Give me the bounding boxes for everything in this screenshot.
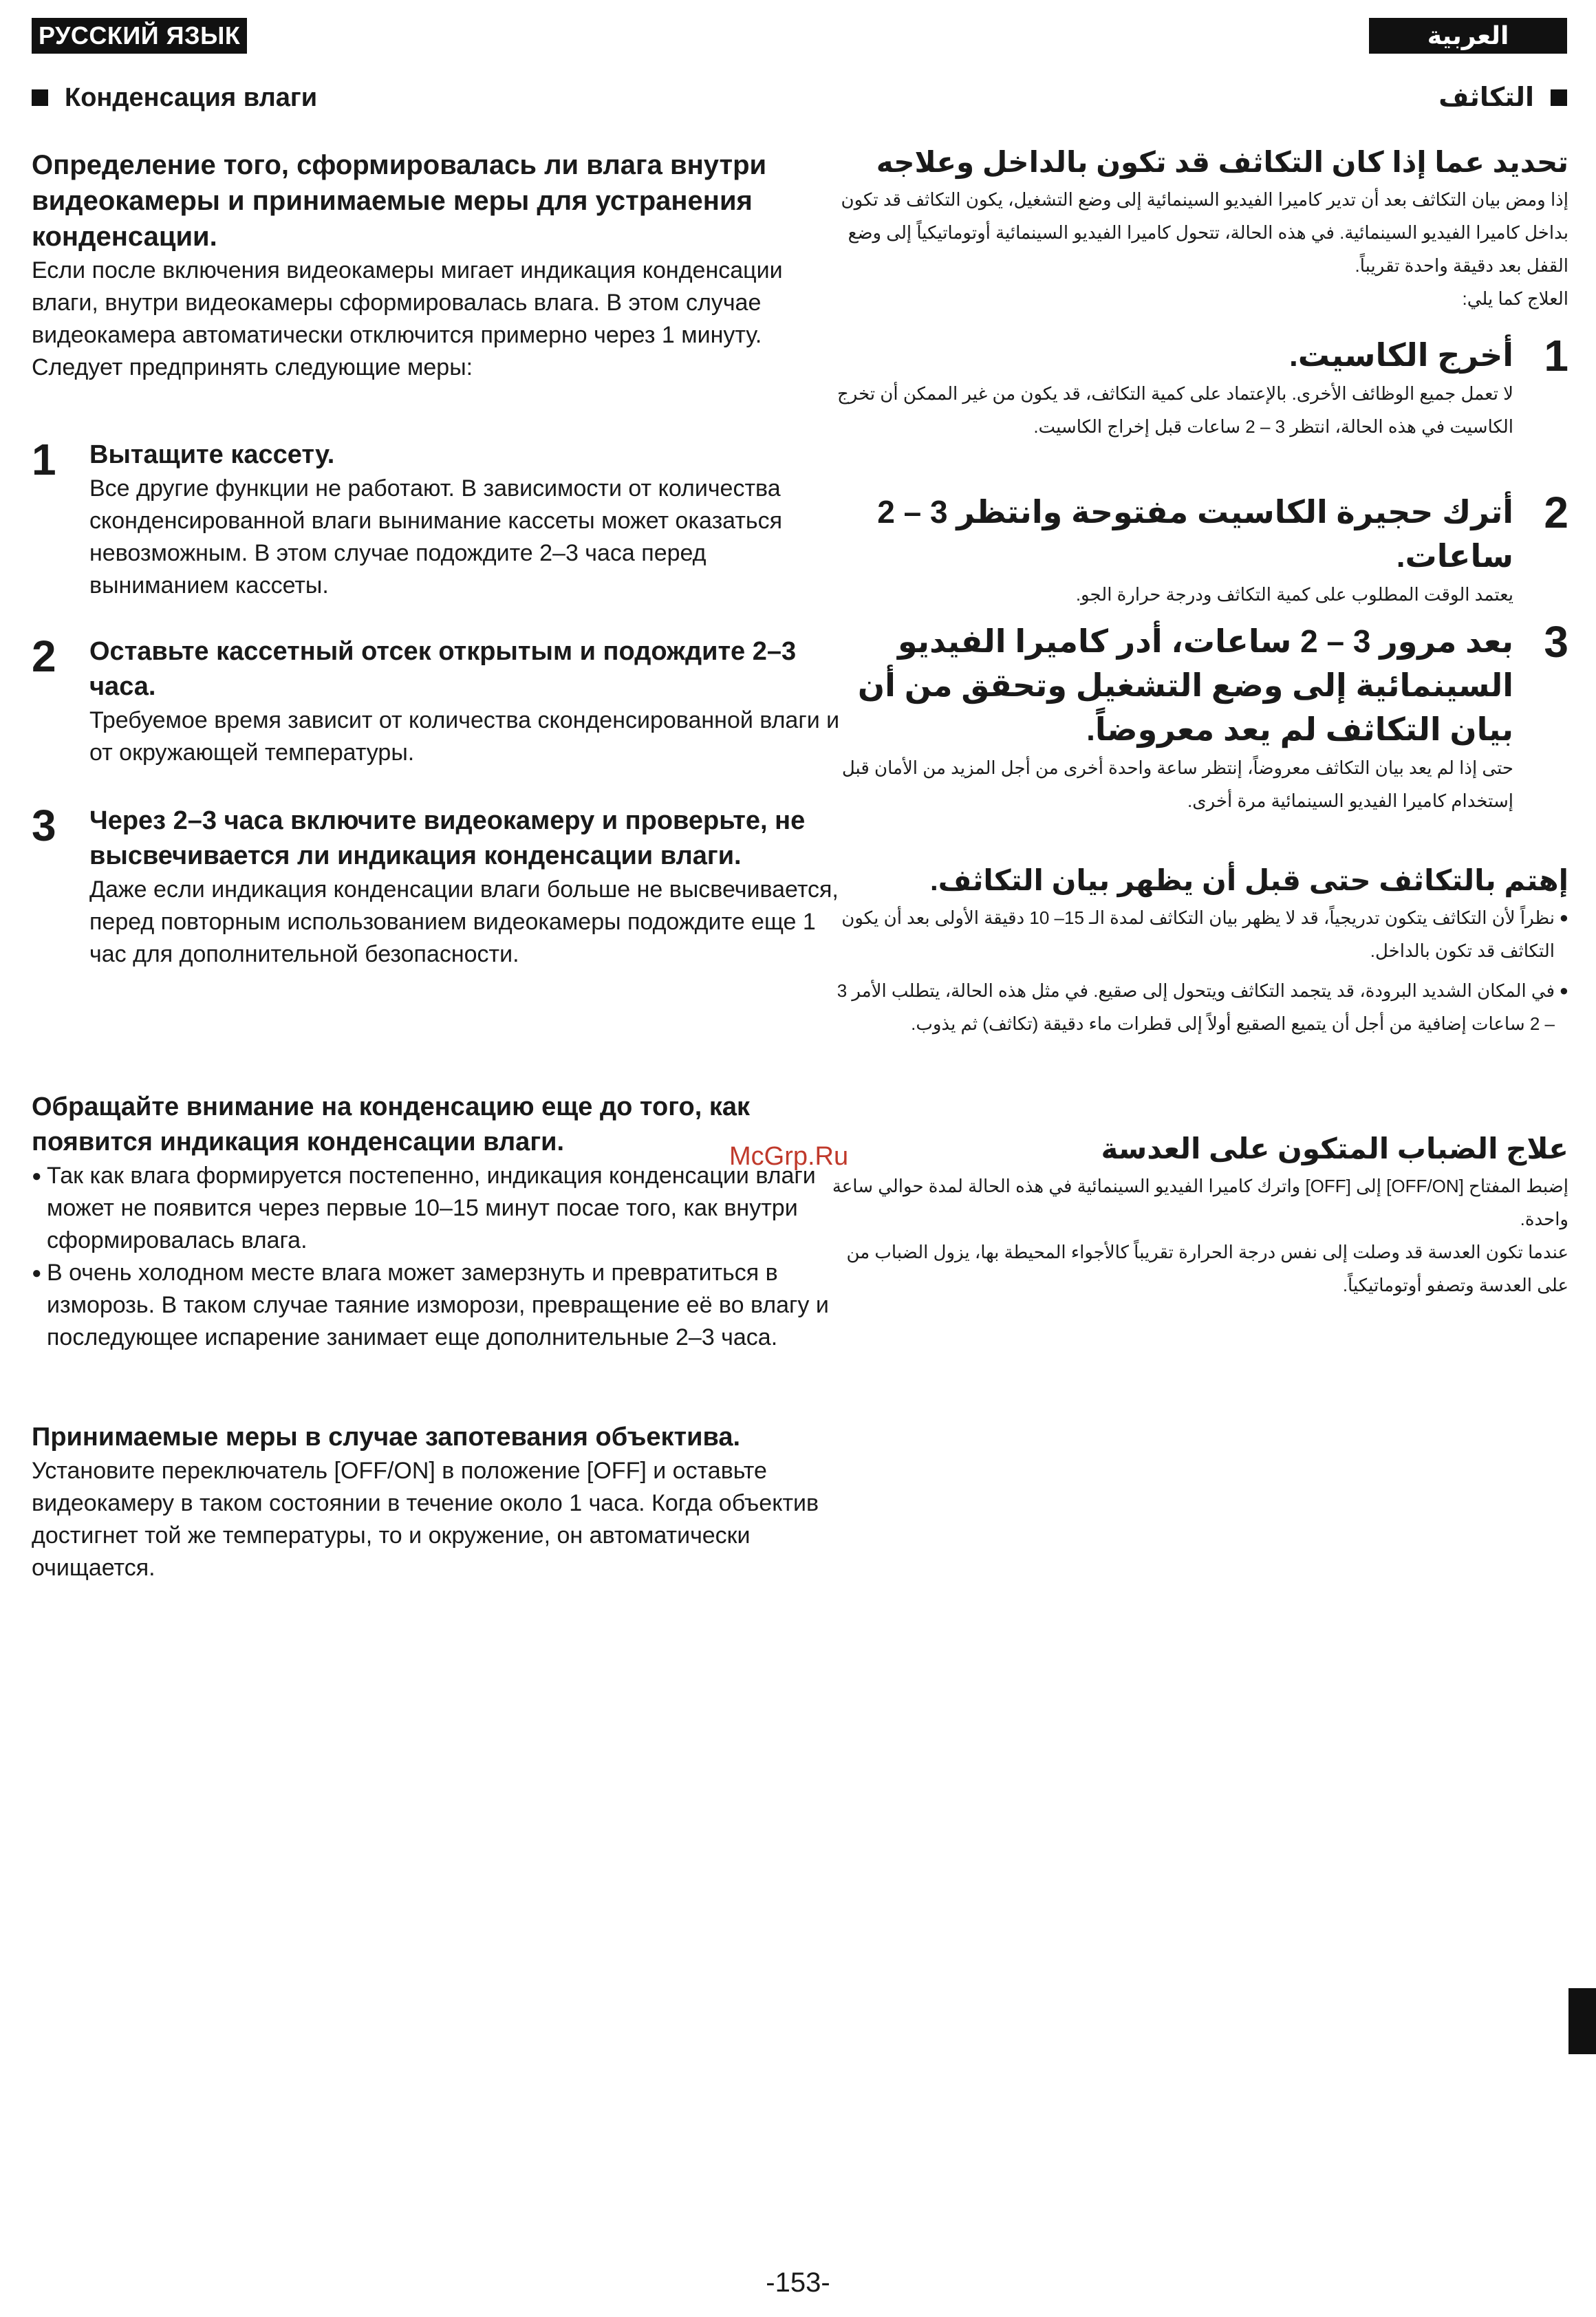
arabic-step-2: [826, 490, 1568, 611]
step-text: Все другие функции не работают. В зависимости от количества сконденсированной влаги вынимание кассеты может оказаться невозможным. В этом случае подождите 2–3 часа перед выниманием кассеты.: [89, 475, 783, 599]
step-text: Даже если индикация конденсации влаги больше не высвечивается, перед повторным использованием видеокамеры подождите еще 1 час для дополнительной безопасности.: [89, 876, 839, 967]
square-bullet-icon: [32, 89, 48, 106]
list-item: ● Так как влага формируется постепенно, индикация конденсации влаги может не появится через первые 10–15 минут посае того, как внутри сформировалась влага.: [32, 1160, 843, 1257]
step-number: 1: [1544, 331, 1568, 380]
step-text: لا تعمل جميع الوظائف الأخرى. بالإعتماد على كمية التكاثف، قد يكون من غير الممكن أن تخرج الكاسيت في هذه الحالة، انتظر 3 – 2 ساعات قبل إخراج الكاسيت.: [837, 383, 1513, 437]
arabic-step-3: [826, 619, 1568, 817]
russian-lens-heading: Принимаемые меры в случае запотевания объектива.: [32, 1423, 741, 1452]
arabic-language-tab: العربية: [1369, 18, 1567, 54]
list-item: ● نظراً لأن التكاثف يتكون تدريجياً، قد لا يظهر بيان التكاثف لمدة الـ 15– 10 دقيقة الأولى بعد أن يكون التكاثف قد تكون بالداخل.: [826, 901, 1568, 967]
arabic-intro-body: إذا ومض بيان التكاثف بعد أن تدير كاميرا الفيديو السينمائية إلى وضع التشغيل، يكون التكاثف قد تكون بداخل كاميرا الفيديو السينمائية. في هذه الحالة، تتحول كاميرا الفيديو السينمائية أوتوماتيكياً إلى وضع القفل بعد دقيقة واحدة تقريباً.: [841, 189, 1568, 276]
arabic-step-1: [826, 333, 1568, 443]
russian-attention: [32, 1090, 843, 1354]
step-title: Через 2–3 часа включите видеокамеру и проверьте, не высвечивается ли индикация конденсации влаги.: [89, 806, 806, 870]
russian-language-tab: РУССКИЙ ЯЗЫК: [32, 18, 247, 54]
step-number: 2: [1544, 488, 1568, 537]
arabic-intro-heading: تحديد عما إذا كان التكاثف قد تكون بالداخل وعلاجه: [876, 146, 1568, 178]
arabic-section-title-text: التكاثف: [1438, 83, 1534, 112]
russian-section-title-text: Конденсация влаги: [65, 83, 318, 112]
russian-intro-body: Если после включения видеокамеры мигает индикация конденсации влаги, внутри видеокамеры сформировалась влага. В этом случае видеокамера автоматически отключится примерно через 1 минуту.: [32, 257, 783, 348]
arabic-attention-list: [826, 901, 1568, 1040]
russian-intro: [32, 147, 843, 384]
step-number: 1: [32, 435, 56, 484]
list-item: ● في المكان الشديد البرودة، قد يتجمد التكاثف ويتحول إلى صقيع. في مثل هذه الحالة، يتطلب الأمر 3 – 2 ساعات إضافية من أجل أن يتميع الصقيع أولاً إلى قطرات ماء دقيقة (تكاثف) ثم يذوب.: [826, 974, 1568, 1040]
step-title: Оставьте кассетный отсек открытым и подождите 2–3 часа.: [89, 637, 797, 701]
russian-intro-heading: Определение того, сформировалась ли влага внутри видеокамеры и принимаемые меры для устранения конденсации.: [32, 150, 767, 252]
russian-lens: [32, 1420, 843, 1584]
step-title: بعد مرور 3 – 2 ساعات، أدر كاميرا الفيديو السينمائية إلى وضع التشغيل وتحقق من أن بيان التكاثف لم يعد معروضاً.: [857, 623, 1513, 747]
step-title: Вытащите кассету.: [89, 440, 335, 469]
arabic-intro: [826, 142, 1568, 315]
russian-attention-heading: Обращайте внимание на конденсацию еще до того, как появится индикация конденсации влаги.: [32, 1092, 751, 1156]
watermark: McGrp.Ru: [729, 1142, 849, 1171]
page-edge-marker: [1568, 1988, 1596, 2054]
russian-lens-body: Установите переключатель [OFF/ON] в положение [OFF] и оставьте видеокамеру в таком состоянии в течение около 1 часа. Когда объектив достигнет той же температуры, то и окружение, он автоматически очищается.: [32, 1458, 819, 1581]
russian-step-2: [32, 634, 843, 769]
russian-step-3: [32, 801, 843, 971]
step-text: Требуемое время зависит от количества сконденсированной влаги и от окружающей температуры.: [89, 707, 840, 766]
arabic-lens-body-2: عندما تكون العدسة قد وصلت إلى نفس درجة الحرارة تقريباً كالأجواء المحيطة بها، يزول الضباب من على العدسة وتصفو أوتوماتيكياً.: [846, 1242, 1568, 1295]
step-number: 3: [1544, 617, 1568, 667]
russian-attention-list: [32, 1160, 843, 1354]
step-text: يعتمد الوقت المطلوب على كمية التكاثف ودرجة حرارة الجو.: [1075, 584, 1513, 605]
list-item: ● В очень холодном месте влага может замерзнуть и превратиться в изморозь. В таком случае таяние изморози, превращение её во влагу и последующее испарение занимает еще дополнительные 2–3 часа.: [32, 1257, 843, 1354]
arabic-attention: [826, 860, 1568, 1040]
step-number: 3: [32, 801, 56, 850]
step-text: حتى إذا لم يعد بيان التكاثف معروضاً، إنتظر ساعة واحدة أخرى من أجل المزيد من الأمان قبل إستخدام كاميرا الفيديو السينمائية مرة أخرى.: [841, 757, 1513, 811]
arabic-lens: [826, 1128, 1568, 1302]
russian-step-1: [32, 435, 843, 602]
square-bullet-icon: [1551, 89, 1567, 106]
russian-section-title: [32, 80, 317, 116]
step-title: أخرج الكاسيت.: [1288, 337, 1513, 373]
arabic-lens-body: إضبط المفتاح [OFF/ON] إلى [OFF] واترك كاميرا الفيديو السينمائية في هذه الحالة لمدة حوالي ساعة واحدة.: [832, 1176, 1568, 1229]
russian-intro-measures: Следует предпринять следующие меры:: [32, 354, 473, 380]
arabic-section-title: [1438, 80, 1567, 116]
arabic-intro-measures: العلاج كما يلي:: [1462, 288, 1568, 309]
arabic-lens-heading: علاج الضباب المتكون على العدسة: [1101, 1132, 1568, 1165]
page-number: -153-: [766, 2267, 830, 2298]
arabic-attention-heading: إهتم بالتكاثف حتى قبل أن يظهر بيان التكاثف.: [929, 864, 1568, 896]
step-title: أترك حجيرة الكاسيت مفتوحة وانتظر 3 – 2 ساعات.: [877, 494, 1513, 574]
step-number: 2: [32, 632, 56, 681]
